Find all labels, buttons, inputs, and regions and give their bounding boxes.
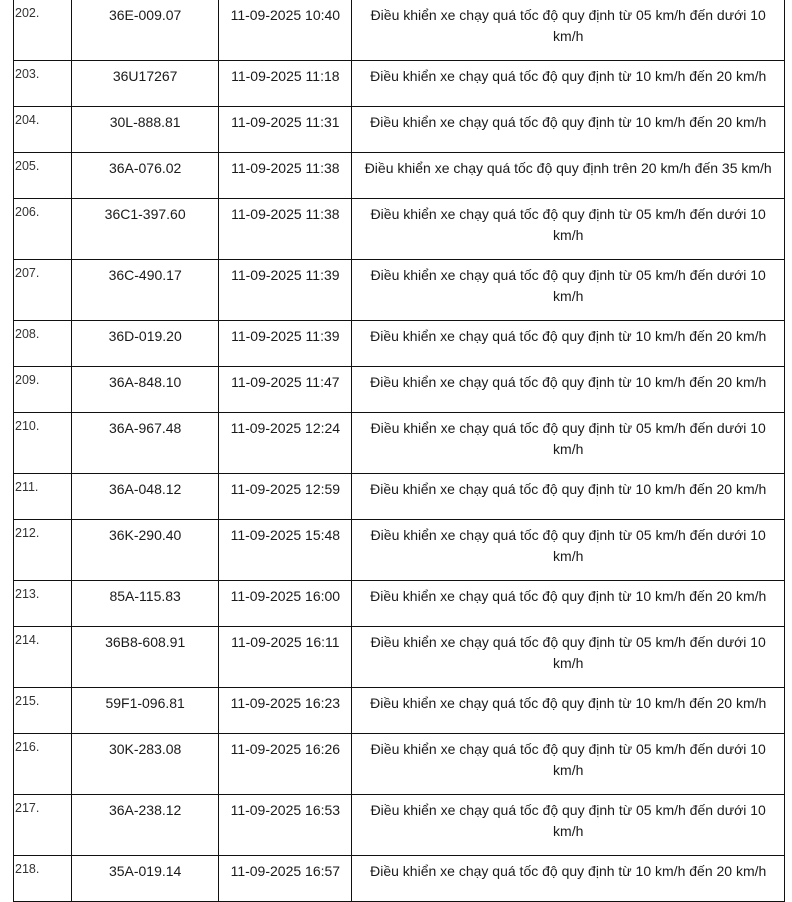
- violation-time: 11-09-2025 16:23: [219, 688, 352, 734]
- license-plate: 35A-019.14: [72, 856, 219, 902]
- table-row: [14, 153, 785, 199]
- violation-description: Điều khiển xe chạy quá tốc độ quy định từ 05 km/h đến dưới 10 km/h: [352, 627, 785, 688]
- violation-time: 11-09-2025 16:53: [219, 795, 352, 856]
- violation-description: Điều khiển xe chạy quá tốc độ quy định từ 10 km/h đến 20 km/h: [352, 107, 785, 153]
- table-row: [14, 321, 785, 367]
- violation-description: Điều khiển xe chạy quá tốc độ quy định từ 05 km/h đến dưới 10 km/h: [352, 520, 785, 581]
- license-plate: 36A-848.10: [72, 367, 219, 413]
- violation-description: Điều khiển xe chạy quá tốc độ quy định từ 10 km/h đến 20 km/h: [352, 367, 785, 413]
- violation-description: Điều khiển xe chạy quá tốc độ quy định từ 05 km/h đến dưới 10 km/h: [352, 0, 785, 61]
- table-row: [14, 856, 785, 902]
- table-row: [14, 520, 785, 581]
- violation-description: Điều khiển xe chạy quá tốc độ quy định từ 05 km/h đến dưới 10 km/h: [352, 199, 785, 260]
- violation-description: Điều khiển xe chạy quá tốc độ quy định từ 05 km/h đến dưới 10 km/h: [352, 795, 785, 856]
- violation-time: 11-09-2025 16:00: [219, 581, 352, 627]
- violation-description: Điều khiển xe chạy quá tốc độ quy định từ 05 km/h đến dưới 10 km/h: [352, 260, 785, 321]
- row-number: 215.: [14, 688, 72, 734]
- table-row: [14, 0, 785, 61]
- row-number: 206.: [14, 199, 72, 260]
- violation-description: Điều khiển xe chạy quá tốc độ quy định từ 10 km/h đến 20 km/h: [352, 474, 785, 520]
- violation-time: 11-09-2025 11:38: [219, 199, 352, 260]
- violation-description: Điều khiển xe chạy quá tốc độ quy định từ 10 km/h đến 20 km/h: [352, 321, 785, 367]
- row-number: 216.: [14, 734, 72, 795]
- license-plate: 36A-967.48: [72, 413, 219, 474]
- violations-table: [13, 0, 785, 902]
- license-plate: 59F1-096.81: [72, 688, 219, 734]
- license-plate: 36A-076.02: [72, 153, 219, 199]
- table-row: [14, 734, 785, 795]
- license-plate: 36E-009.07: [72, 0, 219, 61]
- violation-time: 11-09-2025 16:26: [219, 734, 352, 795]
- license-plate: 36A-238.12: [72, 795, 219, 856]
- violation-time: 11-09-2025 16:57: [219, 856, 352, 902]
- violation-time: 11-09-2025 11:39: [219, 260, 352, 321]
- violation-description: Điều khiển xe chạy quá tốc độ quy định từ 05 km/h đến dưới 10 km/h: [352, 413, 785, 474]
- violation-description: Điều khiển xe chạy quá tốc độ quy định từ 10 km/h đến 20 km/h: [352, 688, 785, 734]
- violation-time: 11-09-2025 11:47: [219, 367, 352, 413]
- violation-time: 11-09-2025 15:48: [219, 520, 352, 581]
- license-plate: 30K-283.08: [72, 734, 219, 795]
- table-row: [14, 61, 785, 107]
- license-plate: 36K-290.40: [72, 520, 219, 581]
- table-row: [14, 260, 785, 321]
- row-number: 203.: [14, 61, 72, 107]
- row-number: 217.: [14, 795, 72, 856]
- row-number: 209.: [14, 367, 72, 413]
- table-row: [14, 795, 785, 856]
- row-number: 211.: [14, 474, 72, 520]
- row-number: 213.: [14, 581, 72, 627]
- violation-time: 11-09-2025 11:39: [219, 321, 352, 367]
- violation-description: Điều khiển xe chạy quá tốc độ quy định từ 10 km/h đến 20 km/h: [352, 61, 785, 107]
- license-plate: 36C-490.17: [72, 260, 219, 321]
- license-plate: 36A-048.12: [72, 474, 219, 520]
- table-row: [14, 413, 785, 474]
- license-plate: 36U17267: [72, 61, 219, 107]
- license-plate: 36D-019.20: [72, 321, 219, 367]
- violation-description: Điều khiển xe chạy quá tốc độ quy định trên 20 km/h đến 35 km/h: [352, 153, 785, 199]
- violation-time: 11-09-2025 11:31: [219, 107, 352, 153]
- row-number: 210.: [14, 413, 72, 474]
- row-number: 207.: [14, 260, 72, 321]
- license-plate: 30L-888.81: [72, 107, 219, 153]
- violation-time: 11-09-2025 16:11: [219, 627, 352, 688]
- table-row: [14, 199, 785, 260]
- table-row: [14, 688, 785, 734]
- row-number: 218.: [14, 856, 72, 902]
- violation-time: 11-09-2025 12:24: [219, 413, 352, 474]
- row-number: 205.: [14, 153, 72, 199]
- violation-time: 11-09-2025 11:18: [219, 61, 352, 107]
- row-number: 212.: [14, 520, 72, 581]
- license-plate: 36C1-397.60: [72, 199, 219, 260]
- table-row: [14, 367, 785, 413]
- row-number: 202.: [14, 0, 72, 61]
- table-row: [14, 581, 785, 627]
- violation-time: 11-09-2025 10:40: [219, 0, 352, 61]
- table-row: [14, 627, 785, 688]
- license-plate: 36B8-608.91: [72, 627, 219, 688]
- violation-time: 11-09-2025 11:38: [219, 153, 352, 199]
- row-number: 214.: [14, 627, 72, 688]
- violation-description: Điều khiển xe chạy quá tốc độ quy định từ 10 km/h đến 20 km/h: [352, 581, 785, 627]
- row-number: 204.: [14, 107, 72, 153]
- violation-description: Điều khiển xe chạy quá tốc độ quy định từ 05 km/h đến dưới 10 km/h: [352, 734, 785, 795]
- table-row: [14, 474, 785, 520]
- license-plate: 85A-115.83: [72, 581, 219, 627]
- table-row: [14, 107, 785, 153]
- violation-description: Điều khiển xe chạy quá tốc độ quy định từ 10 km/h đến 20 km/h: [352, 856, 785, 902]
- row-number: 208.: [14, 321, 72, 367]
- violation-time: 11-09-2025 12:59: [219, 474, 352, 520]
